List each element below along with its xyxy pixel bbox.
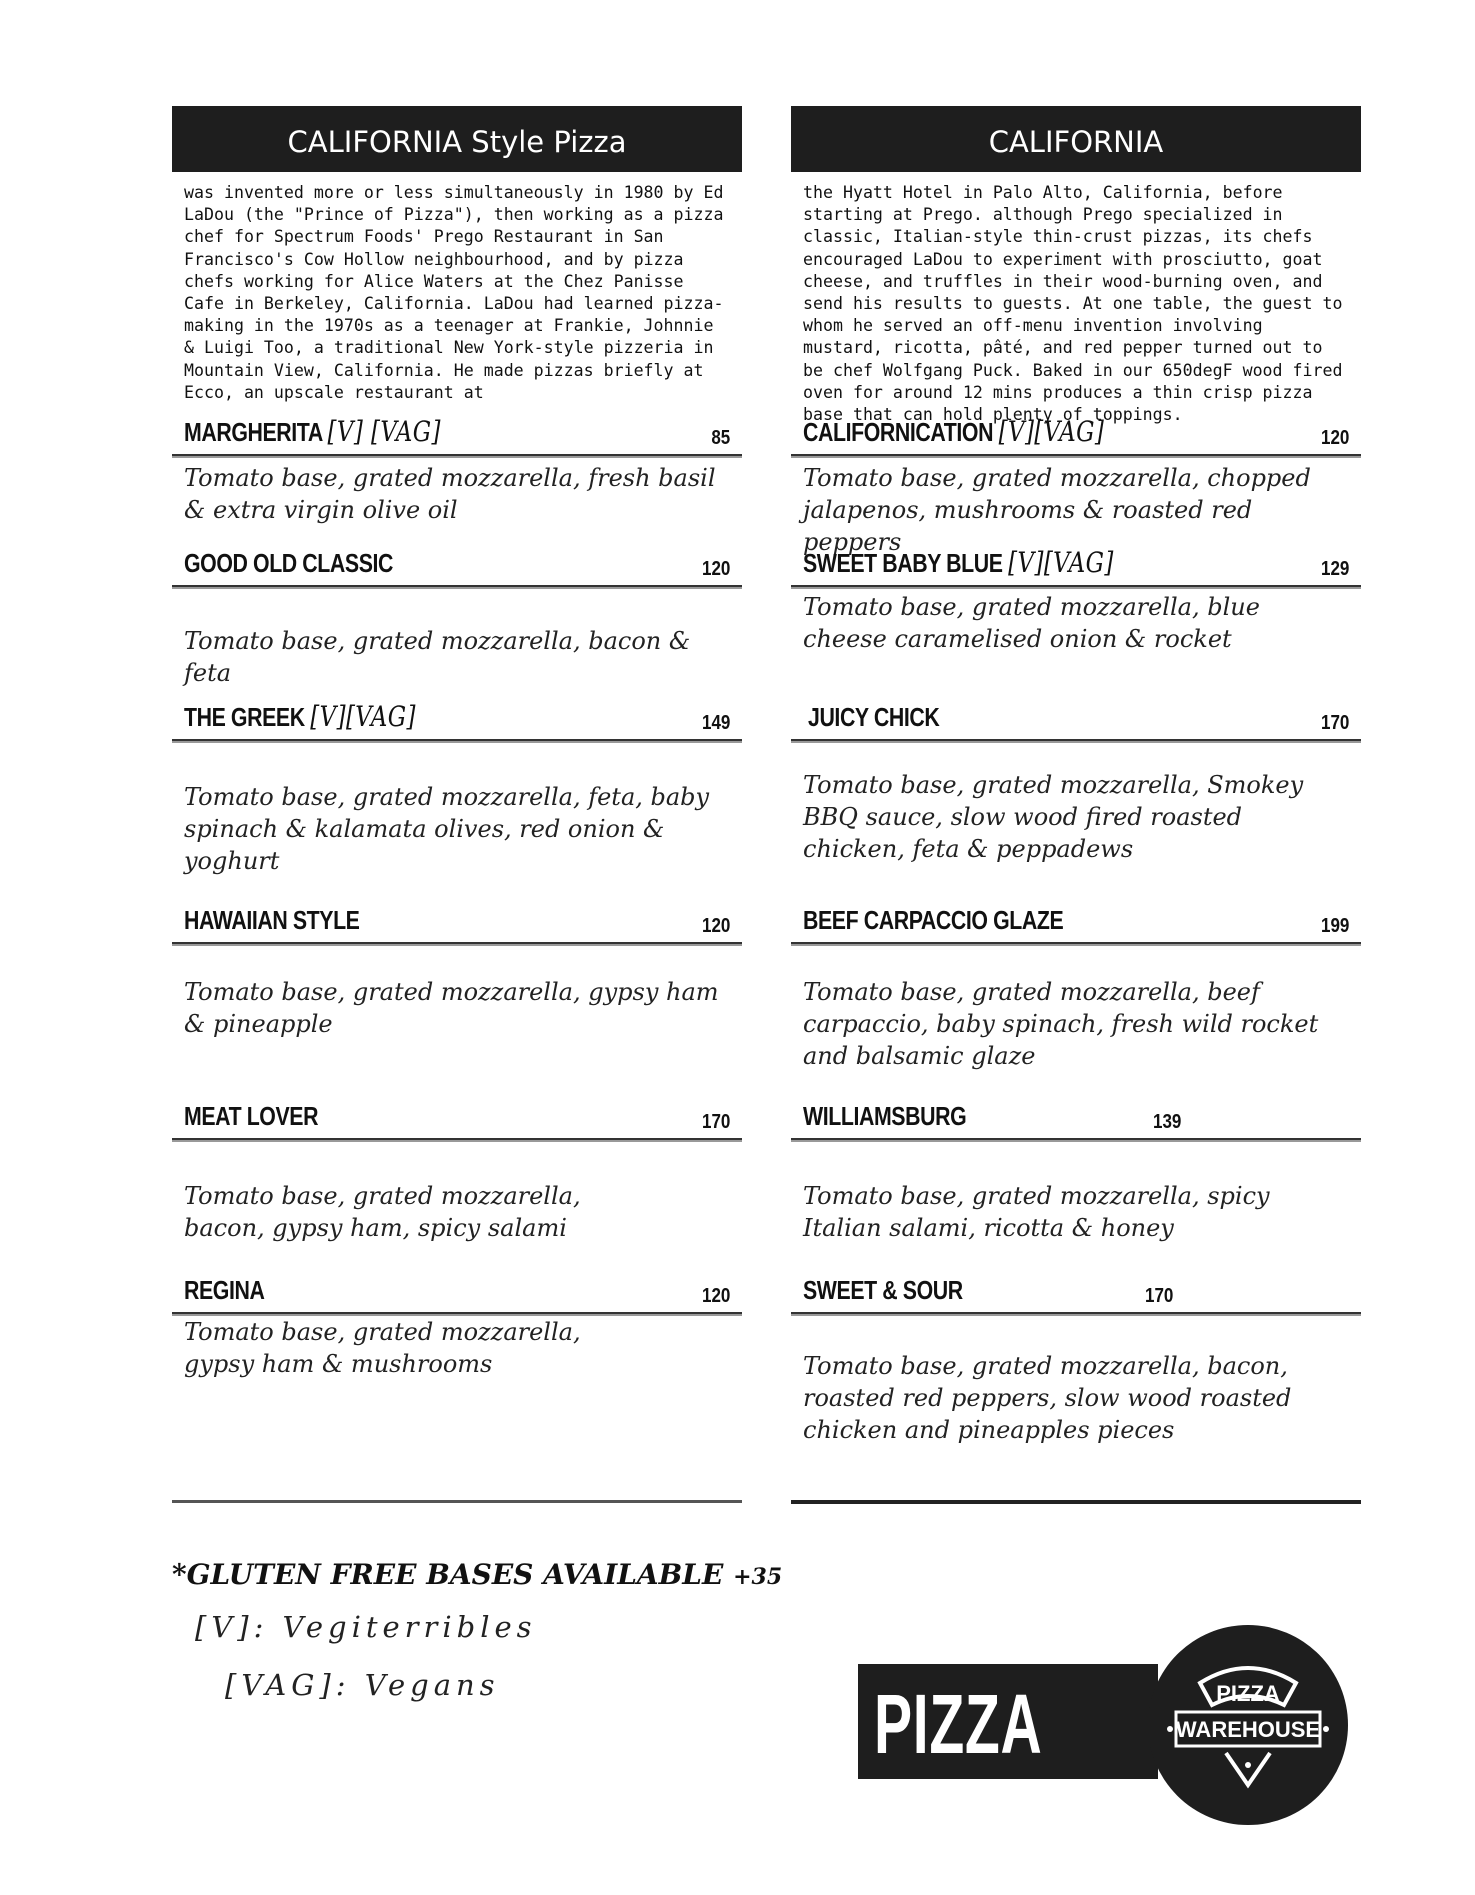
item-tags: [V][VAG] bbox=[998, 415, 1105, 448]
menu-item bbox=[172, 543, 742, 689]
menu-column-right bbox=[791, 106, 1361, 425]
item-description: Tomato base, grated mozzarella, spicy Italian salami, ricotta & honey bbox=[803, 1182, 1270, 1242]
item-price: 120 bbox=[701, 558, 730, 580]
item-price: 170 bbox=[1320, 712, 1349, 734]
item-price: 85 bbox=[711, 427, 730, 449]
item-name: GOOD OLD CLASSIC bbox=[184, 548, 394, 578]
pizza-slice-icon bbox=[1148, 1625, 1348, 1825]
item-price: 120 bbox=[1320, 427, 1349, 449]
item-description: Tomato base, grated mozzarella, bacon & feta bbox=[184, 627, 691, 687]
item-price: 199 bbox=[1320, 915, 1349, 937]
intro-text: the Hyatt Hotel in Palo Alto, California, before starting at Prego. although Prego specialized in classic, Italian-style thin-crust pizzas, its chefs encouraged LaDou to experiment with prosciutto, goat cheese, and truffles in their wood-burning oven, and send his results to guests. At one table, the guest to whom he served an off-menu invention involving mustard, ricotta, pâté, and red pepper turned out to be chef Wolfgang Puck. Baked in our 650degF wood fired oven for around 12 mins produces a thin crisp pizza base that can hold plenty of toppings. bbox=[803, 183, 1343, 425]
item-name: CALIFORNICATION [V][VAG] bbox=[803, 415, 1105, 448]
intro-text: was invented more or less simultaneously in 1980 by Ed LaDou (the "Prince of Pizza"), then working as a pizza chef for Spectrum Foods' Prego Restaurant in San Francisco's Cow Hollow neighbourhood, and by pizza chefs working for Alice Waters at the Chez Panisse Cafe in Berkeley, California. LaDou had learned pizza-making in the 1970s as a teenager at Frankie, Johnnie & Luigi Too, a traditional New York-style pizzeria in Mountain View, California. He made pizzas briefly at Ecco, an upscale restaurant at bbox=[184, 183, 724, 402]
menu-item bbox=[791, 697, 1361, 865]
menu-item bbox=[172, 697, 742, 877]
item-name: BEEF CARPACCIO GLAZE bbox=[803, 905, 1064, 935]
menu-item bbox=[791, 412, 1361, 558]
item-description: Tomato base, grated mozzarella, gypsy ham & pineapple bbox=[184, 978, 719, 1038]
item-name: JUICY CHICK bbox=[808, 702, 940, 732]
item-price: 120 bbox=[701, 915, 730, 937]
logo-wordmark: PIZZA bbox=[874, 1677, 1043, 1771]
menu-item bbox=[172, 1270, 742, 1380]
item-description: Tomato base, grated mozzarella, bacon, gypsy ham, spicy salami bbox=[184, 1182, 581, 1242]
item-description: Tomato base, grated mozzarella, Smokey BBQ sauce, slow wood fired roasted chicken, feta & peppadews bbox=[803, 771, 1304, 863]
item-description: Tomato base, grated mozzarella, bacon, roasted red peppers, slow wood roasted chicken and pineapples pieces bbox=[803, 1352, 1292, 1444]
item-description: Tomato base, grated mozzarella, fresh basil & extra virgin olive oil bbox=[184, 464, 716, 524]
menu-item bbox=[791, 543, 1361, 655]
item-description: Tomato base, grated mozzarella, gypsy ham & mushrooms bbox=[184, 1318, 581, 1378]
section-banner: CALIFORNIA Style Pizza bbox=[172, 106, 742, 172]
item-tags: [V][VAG] bbox=[310, 700, 416, 733]
item-name: WILLIAMSBURG bbox=[803, 1101, 967, 1131]
item-description: Tomato base, grated mozzarella, chopped jalapenos, mushrooms & roasted red peppers bbox=[803, 464, 1311, 556]
section-end-rule bbox=[172, 1500, 742, 1503]
item-name: THE GREEK [V][VAG] bbox=[184, 700, 416, 733]
menu-item bbox=[172, 900, 742, 1040]
item-description: Tomato base, grated mozzarella, beef carpaccio, baby spinach, fresh wild rocket and balsamic glaze bbox=[803, 978, 1319, 1070]
badge-main-text: WAREHOUSE bbox=[1175, 1717, 1321, 1742]
item-price: 139 bbox=[1152, 1111, 1181, 1133]
menu-column-left bbox=[172, 106, 742, 402]
item-tags: [V][VAG] bbox=[1008, 546, 1114, 579]
item-name: REGINA bbox=[184, 1275, 265, 1305]
item-price: 149 bbox=[701, 712, 730, 734]
menu-item bbox=[791, 1096, 1361, 1244]
pizza-warehouse-logo bbox=[1148, 1625, 1348, 1825]
menu-item bbox=[172, 412, 742, 526]
item-price: 129 bbox=[1320, 558, 1349, 580]
item-tags: [V] [VAG] bbox=[327, 415, 441, 448]
item-price: 170 bbox=[1144, 1285, 1173, 1307]
menu-item bbox=[791, 900, 1361, 1072]
badge-top-text: PIZZA bbox=[1216, 1681, 1280, 1706]
item-price: 170 bbox=[701, 1111, 730, 1133]
item-name: SWEET BABY BLUE [V][VAG] bbox=[803, 546, 1114, 579]
item-name: HAWAIIAN STYLE bbox=[184, 905, 360, 935]
gluten-free-note: *GLUTEN FREE BASES AVAILABLE +35 bbox=[172, 1558, 783, 1591]
item-name: MEAT LOVER bbox=[184, 1101, 319, 1131]
item-name: SWEET & SOUR bbox=[803, 1275, 963, 1305]
item-price: 120 bbox=[701, 1285, 730, 1307]
legend-vegetarian: [V]: Vegiterribles bbox=[195, 1610, 537, 1644]
item-description: Tomato base, grated mozzarella, blue cheese caramelised onion & rocket bbox=[803, 593, 1260, 653]
item-description: Tomato base, grated mozzarella, feta, baby spinach & kalamata olives, red onion & yoghurt bbox=[184, 783, 710, 875]
item-name: MARGHERITA [V] [VAG] bbox=[184, 415, 441, 448]
menu-item bbox=[172, 1096, 742, 1244]
section-banner: CALIFORNIA bbox=[791, 106, 1361, 172]
section-end-rule bbox=[791, 1500, 1361, 1504]
legend-vegan: [VAG]: Vegans bbox=[225, 1668, 500, 1702]
menu-item bbox=[791, 1270, 1361, 1446]
gluten-free-price: +35 bbox=[733, 1564, 783, 1590]
